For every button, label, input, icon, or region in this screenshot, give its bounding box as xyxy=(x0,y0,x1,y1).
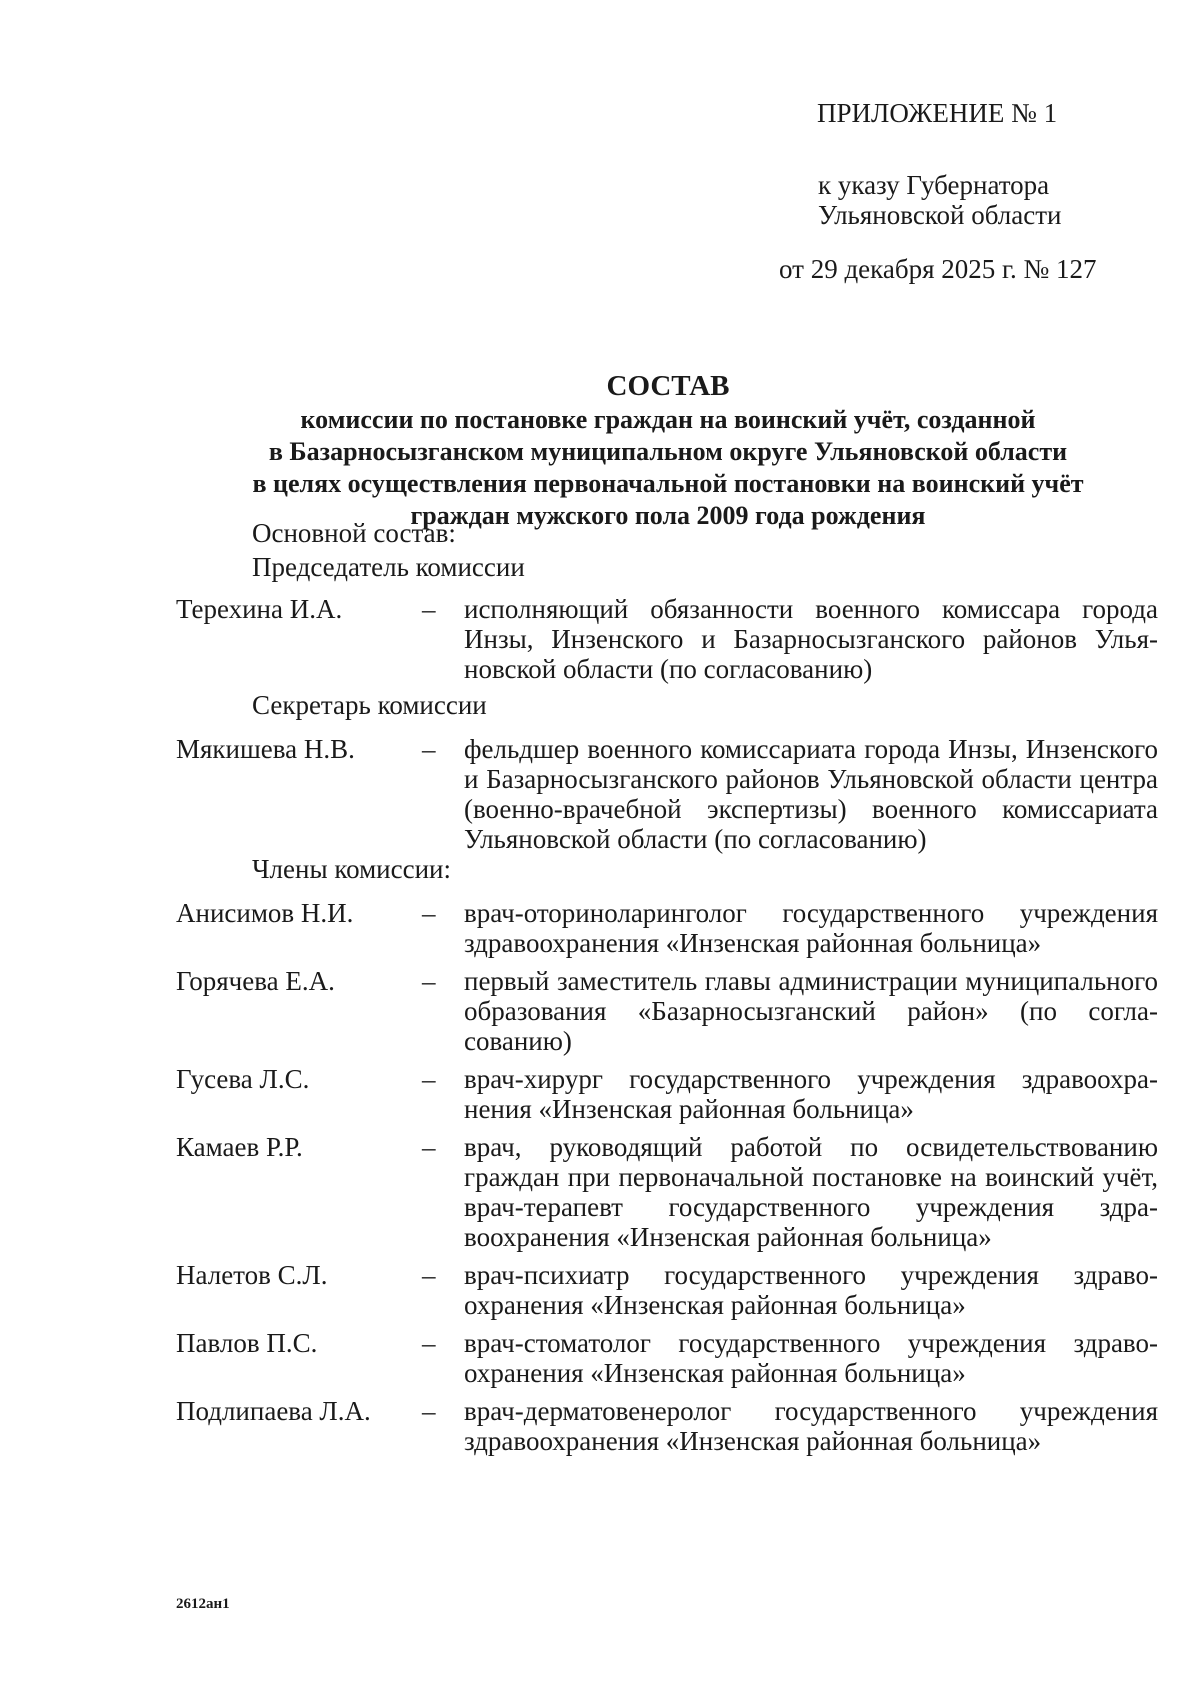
member-name: Камаев Р.Р. xyxy=(176,1132,303,1162)
member-description: первый заместитель главы администрации муниципального образования «Базарносызганский район» (по согласованию) xyxy=(464,966,1158,1056)
decree-date: от 29 декабря 2025 г. № 127 xyxy=(779,254,1097,284)
member-name: Терехина И.А. xyxy=(176,594,343,624)
members-label: Члены комиссии: xyxy=(252,854,451,884)
member-description: врач-психиатр государственного учреждения здравоохранения «Инзенская районная больница» xyxy=(464,1260,1158,1320)
heading-line-2: в Базарносызганском муниципальном округе Ульяновской области xyxy=(268,437,1068,466)
document-code: 2612ан1 xyxy=(176,1596,230,1612)
member-description: фельдшер военного комиссариата города Инзы, Инзенского и Базарносызганского районов Ульяновской области центра (военно-врачебной экспертизы) военного комиссариата Ульяновской области (по согласованию) xyxy=(464,734,1158,854)
chairman-label: Председатель комиссии xyxy=(252,552,525,582)
dash-separator: – xyxy=(422,1132,436,1162)
decree-line-2: Ульяновской области xyxy=(818,200,1062,230)
dash-separator: – xyxy=(422,1064,436,1094)
dash-separator: – xyxy=(422,1396,436,1426)
dash-separator: – xyxy=(422,1328,436,1358)
member-description: врач, руководящий работой по освидетельствованию граждан при первоначальной постановке на воинский учёт, врач-терапевт государственного учреждения здравоохранения «Инзенская районная больница» xyxy=(464,1132,1158,1252)
dash-separator: – xyxy=(422,966,436,996)
dash-separator: – xyxy=(422,1260,436,1290)
document-heading xyxy=(160,368,1176,532)
dash-separator: – xyxy=(422,734,436,764)
member-description: врач-хирург государственного учреждения здравоохранения «Инзенская районная больница» xyxy=(464,1064,1158,1124)
main-composition-label: Основной состав: xyxy=(252,518,456,548)
member-name: Гусева Л.С. xyxy=(176,1064,310,1094)
member-name: Налетов С.Л. xyxy=(176,1260,328,1290)
decree-reference xyxy=(818,170,1062,230)
heading-line-3: в целях осуществления первоначальной постановки на воинский учёт xyxy=(252,469,1084,498)
decree-line-1: к указу Губернатора xyxy=(818,170,1050,200)
member-name: Подлипаева Л.А. xyxy=(176,1396,371,1426)
member-description: исполняющий обязанности военного комиссара города Инзы, Инзенского и Базарносызганского районов Ульяновской области (по согласованию) xyxy=(464,594,1158,684)
appendix-title: ПРИЛОЖЕНИЕ № 1 xyxy=(817,98,1058,128)
member-description: врач-дерматовенеролог государственного учреждения здравоохранения «Инзенская районная больница» xyxy=(464,1396,1158,1456)
heading-title: СОСТАВ xyxy=(606,370,730,402)
secretary-label: Секретарь комиссии xyxy=(252,690,487,720)
dash-separator: – xyxy=(422,594,436,624)
member-description: врач-стоматолог государственного учреждения здравоохранения «Инзенская районная больница» xyxy=(464,1328,1158,1388)
dash-separator: – xyxy=(422,898,436,928)
member-name: Мякишева Н.В. xyxy=(176,734,355,764)
member-name: Павлов П.С. xyxy=(176,1328,318,1358)
member-name: Анисимов Н.И. xyxy=(176,898,354,928)
heading-line-4: граждан мужского пола 2009 года рождения xyxy=(410,501,926,530)
member-description: врач-оториноларинголог государственного учреждения здравоохранения «Инзенская районная больница» xyxy=(464,898,1158,958)
heading-line-1: комиссии по постановке граждан на воинский учёт, созданной xyxy=(300,405,1036,434)
member-name: Горячева Е.А. xyxy=(176,966,335,996)
